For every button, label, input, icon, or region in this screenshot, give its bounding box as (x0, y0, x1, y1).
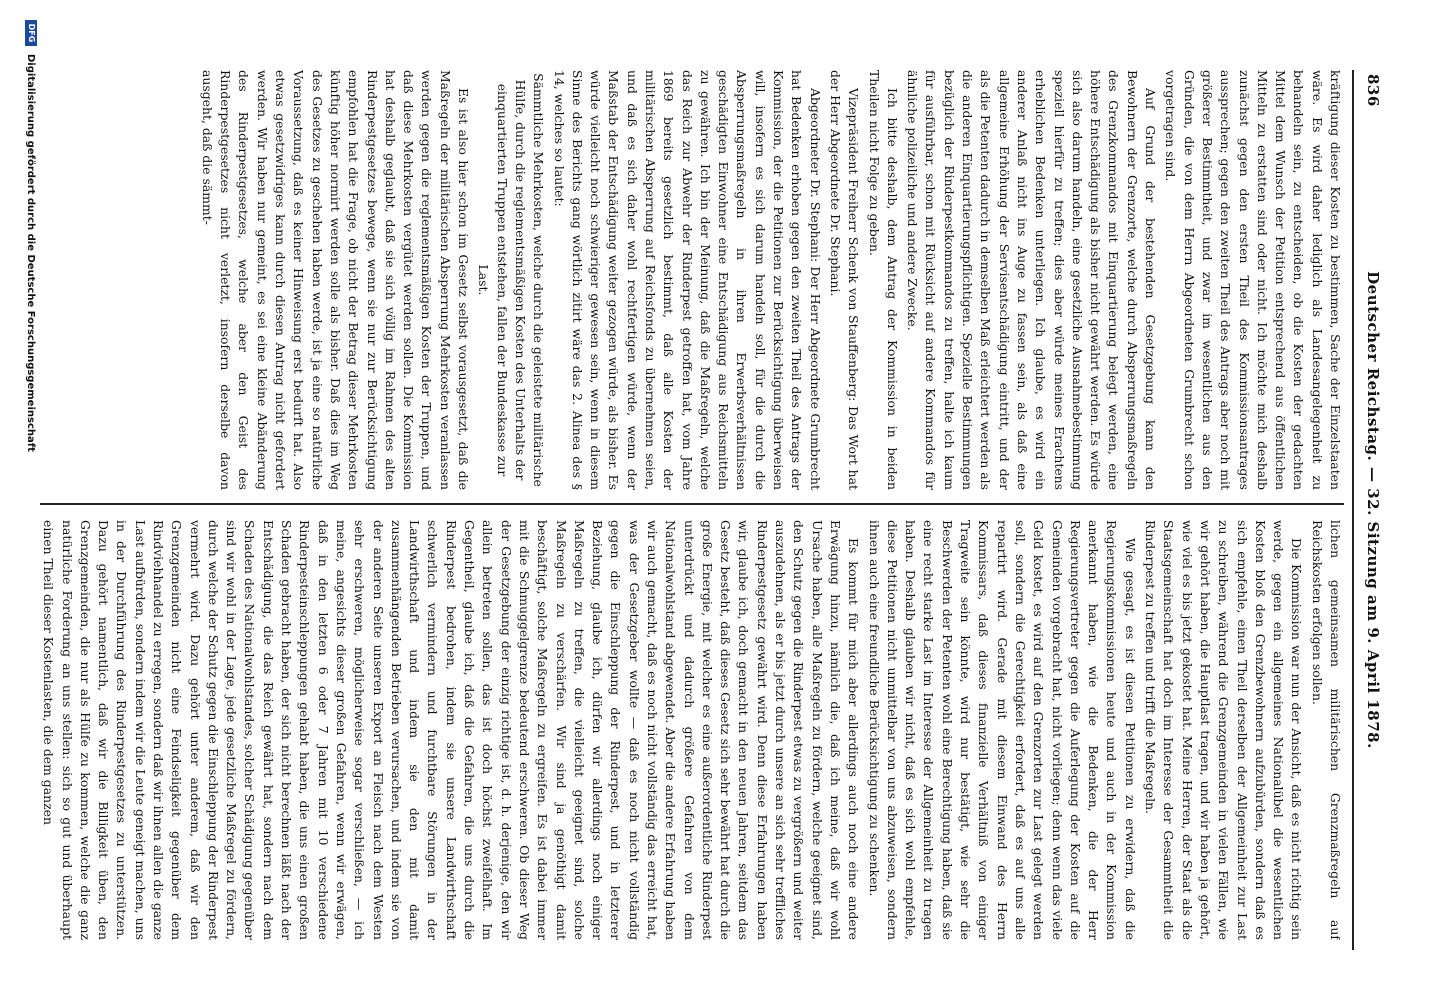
right-column (40, 520, 1344, 940)
credit-text: Digitalisierung gefördert durch die Deutsche Forschungsgemeinschaft (25, 54, 37, 452)
page-title: Deutscher Reichstag. — 32. Sitzung am 9. April 1878. (1364, 271, 1382, 749)
paragraph: Es kommt für mich aber allerdings auch noch eine andere Erwägung hinzu, nämlich die, daß ich meine, daß wir wohl Ursache haben, alle Maßregeln zu fördern, welche geeignet sind, den Schutz gegen die Rinderpest etwas zu vergrößern und weiter auszudehnen, als er bis jetzt durch unsere an sich sehr treffliches Rinderpestgesetz gewährt wird. Denn diese Erfahrungen haben wir, glaube ich, doch gemacht in den neuen Jahren, seitdem das Gesetz besteht, daß dieses Gesetz sich sehr bewährt hat durch die große Energie, mit welcher es eine außerordentliche Rinderpest unterdrückt und dadurch größere Gefahren von dem Nationalwohlstand abgewendet. Aber die andere Erfahrung haben wir auch gemacht, daß es noch nicht vollständig das erreicht hat, was der Gesetzgeber wollte — daß es noch nicht vollständig gegen die Einschleppung der Rinderpest, und in letzterer Beziehung, glaube ich, dürfen wir allerdings noch einiger Maßregeln zu treffen, die vielleicht geeignet sind, solche Maßregeln zu verschärfen. Wir sind ja genöthigt damit beschäftigt, solche Maßregeln zu ergreifen. Es ist dabei immer mit die Schmuggelgrenze bedeutend erschweren. Ob dieser Weg der Gesetzgebung der einzig richtige ist, d. h. derjenige, den wir allein betreten sollen, das ist doch höchst zweifelhaft. Im Gegentheil, glaube ich, daß die Gefahren, die uns durch die Rinderpest bedrohen, indem sie unsere Landwirthschaft schwerlich vermindern und furchtbare Störungen in der Landwirthschaft und indem sie den mit damit zusammenhängenden Betrieben verursachen, und indem sie von der anderen Seite unseren Export an Fleisch nach dem Westen sehr erschweren, möglicherweise sogar verschließen, — ich meine, angesichts dieser großen Gefahren, wenn wir erwägen, daß in den letzten 6 oder 7 Jahren mit 10 verschiedene Rinderpesteinschleppungen gehabt haben, die uns einen großen Schaden gebracht haben, der sich nicht berechnen läßt nach der Entschädigung, die das Reich gewährt hat, sondern nach dem Schaden des Nationalwohlstandes, solcher Schädigung gegenüber sind wir wohl in der Lage, jede gesetzliche Maßregel zu fördern, durch welche der Schutz gegen die Einschleppung der Rinderpest vermehrt wird. Dazu gehört unter anderem, daß wir den Grenzgemeinden nicht eine Feindseligkeit gegenüber dem Rindviehhandel zu erregen, sondern daß wir ihnen allen die ganze Last aufbürden, sondern indem wir die Leute geneigt machen, uns in der Durchführung des Rinderpestgesetzes zu unterstützen. Dazu gehört namentlich, daß wir die Billigkeit üben, den Grenzgemeinden, die nur als Hülfe zu kommen, welche die ganz natürliche Forderung an uns stellen: sich so gut und überhaupt einen Theil dieser Kostenlasten, die dem ganzen (41, 520, 862, 940)
quotation: Sämmtliche Mehrkosten, welche durch die geleistete militärische Hülfe, durch die reglementsmäßigen Kosten des Unterhalts der einquartierten Truppen entstehen, fallen der Bundeskasse zur Last. (476, 73, 547, 487)
paragraph: Die Kommission war nun der Ansicht, daß es nicht richtig sein werde, gegen ein allgemeines Nationalübel die wesentlichen Kosten bloß den Grenzbewohnern aufzubürden, sondern daß es sich empfehle, einen Theil derselben der Allgemeinheit zur Last zu schreiben, während die Grenzgemeinden in vielen Fällen, wie wir gehört haben, die Hauptlast tragen, und wir haben ja gehört, wie viel es bis jetzt gekostet hat. Meine Herren, der Staat als die Staatsgemeinschaft hat doch im Interesse der Gesammtheit die Rinderpest zu treffen und trifft die Maßregeln. (1143, 520, 1305, 940)
paragraph: Auf Grund der bestehenden Gesetzgebung kann den Bewohnern der Grenzorte, welche durch Absperrungsmaßregeln des Grenzkommandos mit Einquartierung belegt werden, eine höhere Entschädigung als bisher nicht gewährt werden. Es würde sich also darum handeln, eine gesetzliche Ausnahmebestimmung speziell hierfür zu treffen; dies aber würde meines Erachtens erheblichen Bedenken unterliegen. Ich glaube, es wird ein anderer Anlaß nicht ins Auge zu fassen sein, als daß eine allgemeine Erhöhung der Servisentschädigung eintritt, und der als die Petenten dadurch in demselben Maß erleichtert werden als die anderen Einquartierungspflichtigen. Spezielle Bestimmungen bezüglich der Rinderpestkommandos zu treffen, halte ich kaum für ausführbar, schon mit Rücksicht auf andere Kommandos für ähnliche polizeiliche und andere Zwecke. (905, 70, 1159, 490)
paragraph: Wie gesagt, es ist diesen Petitionen zu erwidern, daß die Regierungskommissionen heute und auch in der Kommission anerkannt haben, wie die Bedenken, die der Herr Regierungsvertreter gegen die Auferlegung der Kosten auf die Gemeinden vorgebracht hat, nicht vorliegen; denn wenn das viele Geld kostet, es wird auf den Grenzorten zur Last gelegt werden soll, sondern die Gerechtigkeit erfordert, daß es auf uns alle repartirt wird. Gerade mit diesem Einwand des Herrn Kommissars, daß dieses finanzielle Verhältniß von einiger Tragweite sein könnte, wird nur bestätigt, wie sehr die Beschwerden der Petenten wohl eine Berechtigung haben, daß sie eine recht starke Last im Interesse der Allgemeinheit zu tragen haben. Deshalb glauben wir nicht, daß es sich wohl empfehle, diese Petitionen nicht unmittelbar von uns abzuweisen, sondern ihnen auch eine freundliche Berücksichtigung zu schenken. (866, 520, 1138, 940)
speaker-paragraph: Vizepräsident Freiherr Schenk von Stauffenberg: Das Wort hat der Herr Abgeordnete Dr. Stephani. (827, 70, 862, 490)
speaker-paragraph: Abgeordneter Dr. Stephani: Der Herr Abgeordnete Grumbrecht hat Bedenken erhoben gegen den zweiten Theil des Antrags der Kommission, der die Petitionen zur Berücksichtigung überweisen will, insofern es sich darum handeln soll, für die durch die Absperrungsmaßregeln in ihren Erwerbsverhältnissen geschädigten Einwohner eine Entschädigung aus Reichsmitteln zu gewähren. Ich bin der Meinung, daß die Maßregeln, welche das Reich zur Abwehr der Rinderpest getroffen hat, vom Jahre 1869 bereits gesetzlich bestimmt, daß alle Kosten der militärischen Absperrung auf Reichsfonds zu übernehmen seien, und daß es sich daher wohl rechtfertigen würde, wenn der Maßstab der Entschädigung weiter gezogen würde, als bisher. Es würde vielleicht noch schwieriger gewesen sein, wenn in diesem Sinne des Berichts gang wörtlich zitirt wäre das 2. Alinea des § 14, welches so lautet: (551, 70, 823, 490)
paragraph: kräftigung dieser Kosten zu bestimmen, Sache der Einzelstaaten wäre. Es wird daher lediglich als Landesangelegenheit zu behandeln sein, zu entscheiden, ob die Kosten der gedachten Mittel dem Wunsch der Petition entsprechend aus öffentlichen Mitteln zu erstatten sind oder nicht. Ich möchte mich deshalb zunächst gegen den ersten Theil des Kommissionsantrages aussprechen; gegen den zweiten Theil des Antrags aber noch mit größerer Bestimmtheit, und zwar im wesentlichen aus den Gründen, die von dem Herrn Abgeordneten Grumbrecht schon vorgetragen sind. (1163, 70, 1343, 490)
page-number: 836 (1364, 74, 1382, 107)
left-column (40, 70, 1344, 490)
paragraph: Es ist also hier schon im Gesetz selbst vorausgesetzt, daß die Maßregeln der militärischen Absperrung Mehrkosten veranlassen werden gegen die reglementsmäßigen Kosten der Truppen, und daß diese Mehrkosten vergütet werden sollen. Die Kommission hat deshalb geglaubt, daß sie sich völlig im Rahmen des alten Rinderpestgesetzes bewege, wenn sie nur zur Berücksichtigung empfohlen hat die Frage, ob nicht der Betrag dieser Mehrkosten künftig höher normirt werden solle als bisher. Daß dies im Weg des Gesetzes zu geschehen haben werde, ist ja eine so natürliche Voraussetzung, daß es keiner Hinweisung erst bedurft hat. Also etwas gesetzwidriges kann durch diesen Antrag nicht gefordert werden. Wir haben nur gemeint, es sei eine kleine Abänderung des Rinderpestgesetzes, welche aber den Geist des Rinderpestgesetzes nicht verletzt, insofern derselbe davon ausgeht, daß die sämmt- (199, 70, 472, 490)
page-header (1352, 70, 1388, 950)
digitization-credit (25, 20, 37, 980)
paragraph: lichen gemeinsamen militärischen Grenzmaßregeln auf Reichskosten erfolgen sollen. (1309, 520, 1343, 940)
paragraph: Ich bitte deshalb, dem Antrag der Kommission in beiden Theilen nicht Folge zu geben. (866, 70, 900, 490)
dfg-logo: DFG (25, 20, 37, 46)
column-divider (40, 503, 1344, 505)
